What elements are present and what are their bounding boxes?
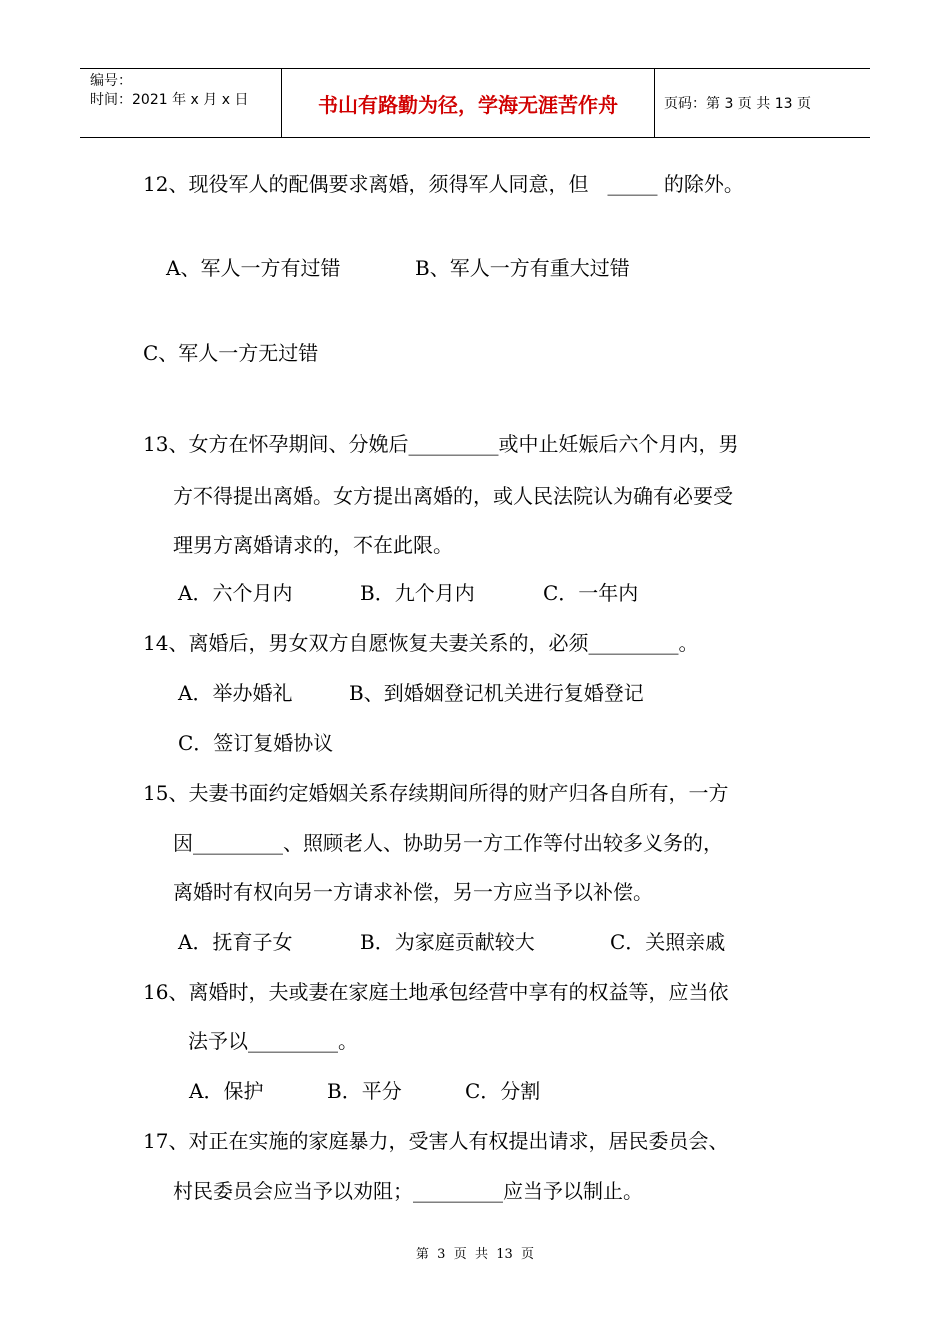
q12-option-c: C、军人一方无过错 xyxy=(143,341,319,365)
q15-line1: 15、夫妻书面约定婚姻关系存续期间所得的财产归各自所有，一方 xyxy=(143,781,729,805)
q13-option-c: C．一年内 xyxy=(543,581,639,605)
q13-line1: 13、女方在怀孕期间、分娩后_________或中止妊娠后六个月内，男 xyxy=(143,432,739,456)
q13-option-b: B．九个月内 xyxy=(360,581,475,605)
q14-option-a: A．举办婚礼 xyxy=(178,681,293,705)
q14-option-b: B、到婚姻登记机关进行复婚登记 xyxy=(349,681,644,705)
header-divider xyxy=(654,69,655,137)
q14-option-c: C．签订复婚协议 xyxy=(178,731,334,755)
q16-line1: 16、离婚时，夫或妻在家庭土地承包经营中享有的权益等，应当依 xyxy=(143,980,729,1004)
q17-line1: 17、对正在实施的家庭暴力，受害人有权提出请求，居民委员会、 xyxy=(143,1129,729,1153)
header-meta xyxy=(90,72,248,110)
q13-line2: 方不得提出离婚。女方提出离婚的，或人民法院认为确有必要受 xyxy=(173,484,733,508)
q12-option-a: A、军人一方有过错 xyxy=(166,256,341,280)
q15-option-b: B．为家庭贡献较大 xyxy=(360,930,535,954)
q17-line2: 村民委员会应当予以劝阻；_________应当予以制止。 xyxy=(173,1179,643,1203)
q15-line3: 离婚时有权向另一方请求补偿，另一方应当予以补偿。 xyxy=(173,880,653,904)
q13-option-a: A．六个月内 xyxy=(178,581,293,605)
q15-option-c: C．关照亲戚 xyxy=(610,930,726,954)
page-footer: 第 3 页 共 13 页 xyxy=(415,1247,535,1262)
header-motto: 书山有路勤为径，学海无涯苦作舟 xyxy=(318,92,618,117)
header-page-info: 页码：第 3 页 共 13 页 xyxy=(664,96,811,112)
time-label: 时间：2021 年 x 月 x 日 xyxy=(90,92,249,108)
q12-stem: 12、现役军人的配偶要求离婚，须得军人同意，但 _____ 的除外。 xyxy=(143,172,744,196)
q16-option-b: B．平分 xyxy=(327,1079,402,1103)
q13-line3: 理男方离婚请求的，不在此限。 xyxy=(173,533,453,557)
q14-stem: 14、离婚后，男女双方自愿恢复夫妻关系的，必须_________。 xyxy=(143,631,699,655)
q16-line2: 法予以_________。 xyxy=(188,1029,358,1053)
q12-option-b: B、军人一方有重大过错 xyxy=(415,256,630,280)
q15-line2: 因_________、照顾老人、协助另一方工作等付出较多义务的， xyxy=(173,831,723,855)
q16-option-c: C．分割 xyxy=(465,1079,541,1103)
page-header xyxy=(80,68,870,138)
number-label: 编号： xyxy=(90,73,132,89)
q16-option-a: A．保护 xyxy=(189,1079,264,1103)
q15-option-a: A．抚育子女 xyxy=(178,930,293,954)
